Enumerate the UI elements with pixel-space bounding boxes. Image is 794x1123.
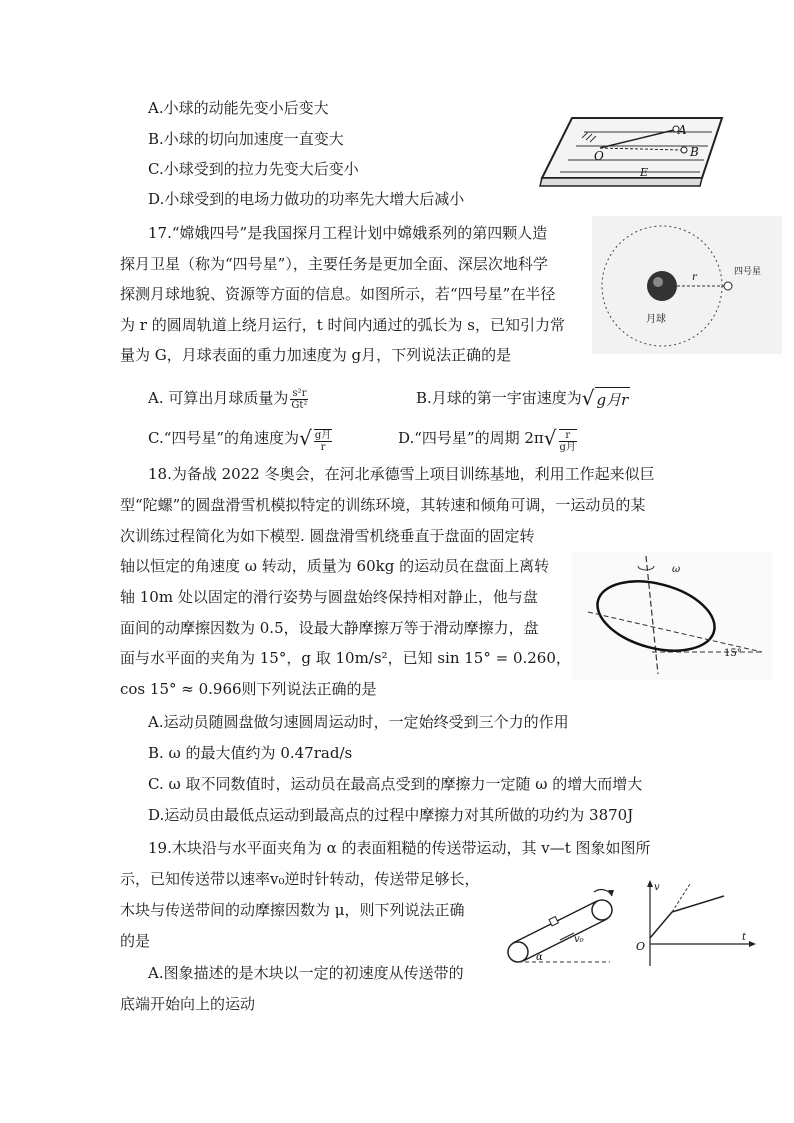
q18-stem-line3: 次训练过程简化为如下模型. 圆盘滑雪机绕垂直于盘面的固定转	[120, 527, 535, 545]
q16-label-o: O	[594, 149, 604, 163]
q19-label-v: v	[654, 882, 660, 893]
q19-stem-line1: 19.木块沿与水平面夹角为 α 的表面粗糙的传送带运动，其 v—t 图象如图所	[148, 839, 651, 857]
q17-stem-line5: 量为 G，月球表面的重力加速度为 g月，下列说法正确的是	[120, 346, 512, 364]
q18-figure	[572, 552, 772, 680]
q18-stem-line5: 轴 10m 处以固定的滑行姿势与圆盘始终保持相对静止，他与盘	[120, 588, 538, 606]
q16-label-a: A	[678, 123, 687, 137]
q18-stem-line1: 18.为备战 2022 冬奥会，在河北承德雪上项目训练基地，利用工作起来似巨	[148, 465, 655, 483]
q17-stem-line4: 为 r 的圆周轨道上绕月运行，t 时间内通过的弧长为 s，已知引力常	[120, 316, 565, 334]
q17-stem-line1: 17.“嫦娥四号”是我国探月工程计划中嫦娥系列的第四颗人造	[148, 224, 548, 242]
moon-icon	[647, 271, 677, 301]
q17-option-d: D.“四号星”的周期 2π√ $\frac{r}{\text{g月}}$	[398, 426, 576, 453]
q18-label-angle: 15°	[724, 648, 742, 659]
q19-label-v0: v₀	[574, 934, 584, 945]
q16-figure	[532, 108, 732, 194]
q16-option-c: C.小球受到的拉力先变大后变小	[148, 160, 359, 178]
q16-label-b: B	[690, 145, 699, 159]
q17-option-b: B.月球的第一宇宙速度为√ g月r	[416, 386, 629, 410]
q18-stem-line8: cos 15° ≈ 0.966则下列说法正确的是	[120, 680, 377, 698]
q18-stem-line6: 面间的动摩擦因数为 0.5，设最大静摩擦万等于滑动摩擦力，盘	[120, 619, 539, 637]
q17-option-a-fraction: $\frac{\text{s²r}}{\text{Gt²}}$	[291, 387, 308, 411]
q19-stem-line4: 的是	[120, 932, 151, 950]
q18-option-b: B. ω 的最大值约为 0.47rad/s	[148, 744, 353, 762]
q19-label-t: t	[742, 932, 747, 943]
q16-option-d: D.小球受到的电场力做功的功率先大增大后减小	[148, 190, 465, 208]
q18-stem-line2: 型“陀螺”的圆盘滑雪机模拟特定的训练环境，其转速和倾角可调，一运动员的某	[120, 496, 646, 514]
q16-option-b: B.小球的切向加速度一直变大	[148, 130, 344, 148]
q18-option-d: D.运动员由最低点运动到最高点的过程中摩擦力对其所做的功约为 3870J	[148, 806, 634, 824]
q19-label-o: O	[636, 940, 646, 953]
q16-option-a: A.小球的动能先变小后变大	[148, 99, 329, 117]
q17-label-r: r	[692, 272, 697, 283]
q17-label-sat: 四号星	[734, 267, 762, 277]
q17-label-moon: 月球	[646, 314, 666, 325]
q19-stem-line3: 木块与传送带间的动摩擦因数为 μ，则下列说法正确	[120, 901, 465, 919]
q19-label-alpha: α	[536, 952, 543, 963]
q16-label-e: E	[640, 166, 649, 179]
q18-option-a: A.运动员随圆盘做匀速圆周运动时，一定始终受到三个力的作用	[148, 713, 569, 731]
q19-option-a-line1: A.图象描述的是木块以一定的初速度从传送带的	[148, 964, 464, 982]
satellite-icon	[724, 282, 732, 290]
q19-conveyor-figure	[502, 880, 622, 972]
q18-stem-line4: 轴以恒定的角速度 ω 转动，质量为 60kg 的运动员在盘面上离转	[120, 557, 550, 575]
q17-figure	[592, 216, 782, 354]
q17-stem-line2: 探月卫星（称为“四号星”），主要任务是更加全面、深层次地科学	[120, 255, 548, 273]
q18-stem-line7: 面与水平面的夹角为 15°，g 取 10m/s²，已知 sin 15° = 0.260，	[120, 649, 571, 667]
q17-option-c: C.“四号星”的角速度为√ $\frac{\text{g月}}{r}$	[148, 426, 332, 453]
q19-vt-graph	[628, 878, 758, 974]
q19-option-a-line2: 底端开始向上的运动	[120, 995, 256, 1013]
q17-option-a: A. 可算出月球质量为 $\frac{\text{s²r}}{\text{Gt²}}$	[148, 387, 308, 411]
q19-stem-line2: 示，已知传送带以速率v₀逆时针转动，传送带足够长，	[120, 870, 480, 888]
q17-stem-line3: 探测月球地貌、资源等方面的信息。如图所示，若“四号星”在半径	[120, 285, 556, 303]
q18-option-c: C. ω 取不同数值时，运动员在最高点受到的摩擦力一定随 ω 的增大而增大	[148, 775, 643, 793]
q18-label-omega: ω	[672, 564, 681, 575]
